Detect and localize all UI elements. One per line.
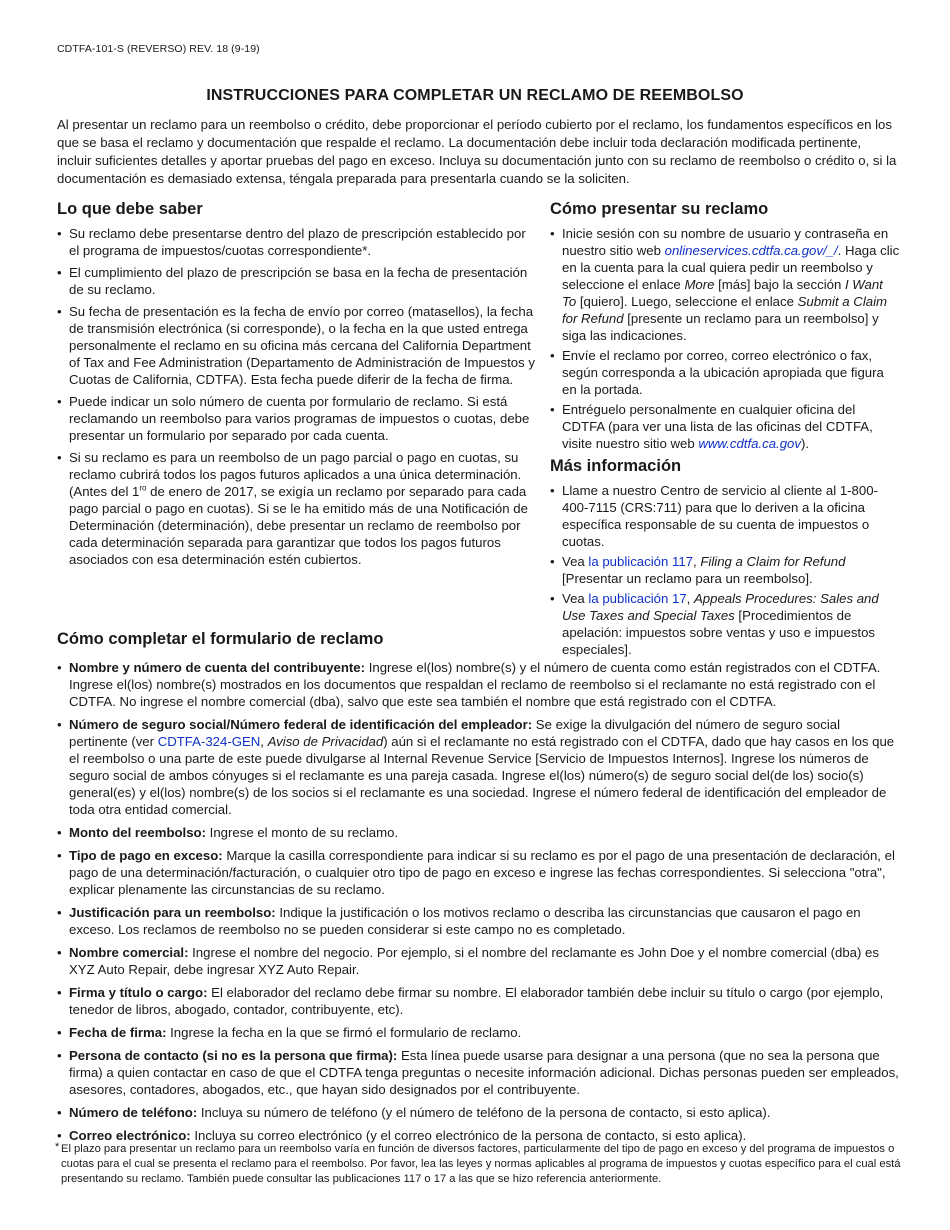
bullet-icon: • (550, 348, 555, 363)
what-to-know-section (57, 199, 535, 573)
bullet-icon: • (57, 226, 62, 241)
bullet-icon: • (550, 402, 555, 417)
how-to-complete-heading: Cómo completar el formulario de reclamo (57, 630, 384, 648)
bullet-icon: • (57, 1048, 62, 1063)
list-item: • Entréguelo personalmente en cualquier oficina del CDTFA (para ver una lista de las oficinas del CDTFA, visite nuestro sitio web www.cdtfa.ca.gov). (550, 402, 873, 451)
bullet-icon: • (57, 905, 62, 920)
publication-17-link[interactable]: la publicación 17 (588, 591, 687, 606)
footnote-star: * (55, 1141, 60, 1153)
bullet-icon: • (57, 450, 62, 465)
publication-117-link[interactable]: la publicación 117 (588, 554, 694, 569)
bullet-icon: • (550, 483, 555, 498)
list-item: • Correo electrónico: Incluya su correo electrónico (y el correo electrónico de la persona de contacto, si esto aplica). (57, 1128, 747, 1143)
how-to-complete-section (57, 629, 900, 1150)
bullet-icon: • (57, 825, 62, 840)
bullet-icon: • (57, 394, 62, 409)
list-item: • Inicie sesión con su nombre de usuario y contraseña en nuestro sitio web onlineservices.cdtfa.ca.gov/_/. Haga clic en la cuenta para la cual quiera pedir un reembolso y seleccione el enlace More [más] bajo la sección I Want To [quiero]. Luego, seleccione el enlace Submit a Claim for Refund [presente un reclamo para un reembolso] y siga las indicaciones. (550, 226, 900, 343)
bullet-icon: • (57, 945, 62, 960)
how-to-complete-list (57, 659, 900, 1144)
bullet-icon: • (57, 304, 62, 319)
list-item: • Vea la publicación 17, Appeals Procedures: Sales and Use Taxes and Special Taxes [Procedimientos de apelación: impuestos sobre ventas y uso e impuestos especiales]. (550, 591, 879, 657)
list-item: • Persona de contacto (si no es la persona que firma): Esta línea puede usarse para designar a una persona (que no sea la persona que firma) a quien contactar en caso de que el CDTFA tenga preguntas o necesite información adicional. Dichas personas pueden ser empleados, asesores, contadores, abogados, etc., que hayan sido designados por el contribuyente. (57, 1048, 899, 1097)
list-item: • Vea la publicación 117, Filing a Claim for Refund [Presentar un reclamo para un reembolso]. (550, 554, 846, 586)
list-item: • Fecha de firma: Ingrese la fecha en la que se firmó el formulario de reclamo. (57, 1025, 522, 1040)
list-item: • Su fecha de presentación es la fecha de envío por correo (matasellos), la fecha de transmisión electrónica (si corresponde), o la fecha en la que usted entrega personalmente el reclamo en su oficina más cercana del California Department of Tax and Fee Administration (Departamento de Administración de Impuestos y Cuotas de California, CDTFA). Esta fecha puede diferir de la fecha de firma. (57, 304, 535, 387)
bullet-icon: • (57, 985, 62, 1000)
bullet-icon: • (57, 1105, 62, 1120)
list-item: • Número de seguro social/Número federal de identificación del empleador: Se exige la divulgación del número de seguro social pertinente (ver CDTFA-324-GEN, Aviso de Privacidad) aún si el reclamante no está registrado con el CDTFA, dado que hay casos en los que el reembolso o una parte de este puede divulgarse al Internal Revenue Service [Servicio de Impuestos Internos]. Ingrese los números de seguro social de ambos cónyuges si el reclamante es una pareja casada. Ingrese el(los) número(s) de seguro social del(de los) socio(s) general(es) y el(los) nombre(s) de los socios si el reclamante es una sociedad. Ingrese el número federal de identificación del empleador de toda otra entidad comercial. (57, 717, 895, 817)
how-to-file-heading: Cómo presentar su reclamo (550, 200, 769, 218)
more-info-heading: Más información (550, 457, 682, 475)
list-item: • El cumplimiento del plazo de prescripción se basa en la fecha de presentación de su reclamo. (57, 265, 528, 297)
list-item: • Justificación para un reembolso: Indique la justificación o los motivos reclamo o describa las circunstancias que causaron el pago en exceso. Los reclamos de reembolso no se pueden considerar si este campo no es completado. (57, 905, 861, 937)
list-item: • Número de teléfono: Incluya su número de teléfono (y el número de teléfono de la persona de contacto, si esto aplica). (57, 1105, 771, 1120)
how-to-file-section (550, 199, 900, 661)
list-item: • Su reclamo debe presentarse dentro del plazo de prescripción establecido por el programa de impuestos/cuotas correspondiente*. (57, 226, 526, 258)
cdtfa-website-link[interactable]: www.cdtfa.ca.gov (698, 436, 801, 451)
list-item: • Tipo de pago en exceso: Marque la casilla correspondiente para indicar si su reclamo es por el pago de una presentación de declaración, el pago de una determinación/facturación, o cualquier otro tipo de pago en exceso e ingrese las fechas correspondientes. Si selecciona "otra", explicar plenamente las circunstancias de su reclamo. (57, 848, 895, 897)
bullet-icon: • (550, 226, 555, 241)
bullet-icon: • (550, 591, 555, 606)
bullet-icon: • (550, 554, 555, 569)
list-item: • Nombre y número de cuenta del contribuyente: Ingrese el(los) nombre(s) y el número de cuenta como están registrados con el CDTFA. Ingrese el(los) nombre(s) mostrados en los documentos que respaldan el reclamo de reembolso si el reclamante no está registrado con el CDTFA. No ingrese el nombre comercial (dba), salvo que este sea también el nombre que está registrado con el CDTFA. (57, 660, 881, 709)
what-to-know-list (57, 225, 535, 568)
bullet-icon: • (57, 1025, 62, 1040)
page-title: INSTRUCCIONES PARA COMPLETAR UN RECLAMO DE REEMBOLSO (206, 87, 744, 104)
list-item: • Envíe el reclamo por correo, correo electrónico o fax, según corresponda a la ubicación apropiada que figura en la portada. (550, 348, 884, 397)
form-id: CDTFA-101-S (REVERSO) REV. 18 (9-19) (57, 43, 260, 55)
intro-paragraph: Al presentar un reclamo para un reembolso o crédito, debe proporcionar el período cubierto por el reclamo, los fundamentos específicos en los que se basa el reclamo y documentación que respalde el reclamo. La documentación debe incluir toda declaración modificada pertinente, incluir suficientes detalles y aportar pruebas del pago en exceso. Incluya su documentación junto con su reclamo de reembolso o crédito o, si la documentación es demasiado extensa, téngala preparada para presentarla cuando se la soliciten. (57, 117, 897, 186)
what-to-know-heading: Lo que debe saber (57, 200, 203, 218)
list-item: • Si su reclamo es para un reembolso de un pago parcial o pago en cuotas, su reclamo cubrirá todos los pagos futuros aplicados a una única determinación. (Antes del $1^{ro}$ de enero de 2017, se exigía un reclamo por separado para cada pago parcial o pago en cuotas). Si se le ha emitido más de una Notificación de Determinación (determinación), debe presentar un reclamo de reembolso por cada determinación separada para garantizar que todos los pagos futuros asociados con esa determinación estén cubiertos. (57, 450, 528, 567)
cdtfa-324-gen-link[interactable]: CDTFA-324-GEN (157, 734, 261, 749)
bullet-icon: • (57, 1128, 62, 1143)
online-services-link[interactable]: onlineservices.cdtfa.ca.gov/_/ (664, 243, 838, 258)
footnote: * El plazo para presentar un reclamo para un reembolso varía en función de diversos factores, particularmente del tipo de pago en exceso y del programa de impuestos o cuotas para el cual se presenta el reclamo para el reembolso. Por favor, lea las leyes y normas aplicables al programa de impuestos y cuotas específico para el cual está presentando su reclamo. También puede consultar las publicaciones 117 o 17 a las que se hizo referencia anteriormente. (55, 1141, 901, 1185)
list-item: • Nombre comercial: Ingrese el nombre del negocio. Por ejemplo, si el nombre del reclamante es John Doe y el nombre comercial (dba) es XYZ Auto Repair, debe ingresar XYZ Auto Repair. (57, 945, 879, 977)
bullet-icon: • (57, 265, 62, 280)
list-item: • Puede indicar un solo número de cuenta por formulario de reclamo. Si está reclamando un reembolso para varios programas de impuestos o cuotas, debe presentar un formulario por separado por cada cuenta. (57, 394, 530, 443)
bullet-icon: • (57, 660, 62, 675)
how-to-file-list (550, 225, 900, 452)
list-item: • Monto del reembolso: Ingrese el monto de su reclamo. (57, 825, 399, 840)
list-item: • Firma y título o cargo: El elaborador del reclamo debe firmar su nombre. El elaborador también debe incluir su título o cargo (por ejemplo, tenedor de libros, abogado, contador, contribuyente, etc). (57, 985, 884, 1017)
bullet-icon: • (57, 848, 62, 863)
bullet-icon: • (57, 717, 62, 732)
list-item: • Llame a nuestro Centro de servicio al cliente al 1-800-400-7115 (CRS:711) para que lo deriven a la oficina específica responsable de su cuenta de impuestos o cuotas. (550, 483, 878, 549)
